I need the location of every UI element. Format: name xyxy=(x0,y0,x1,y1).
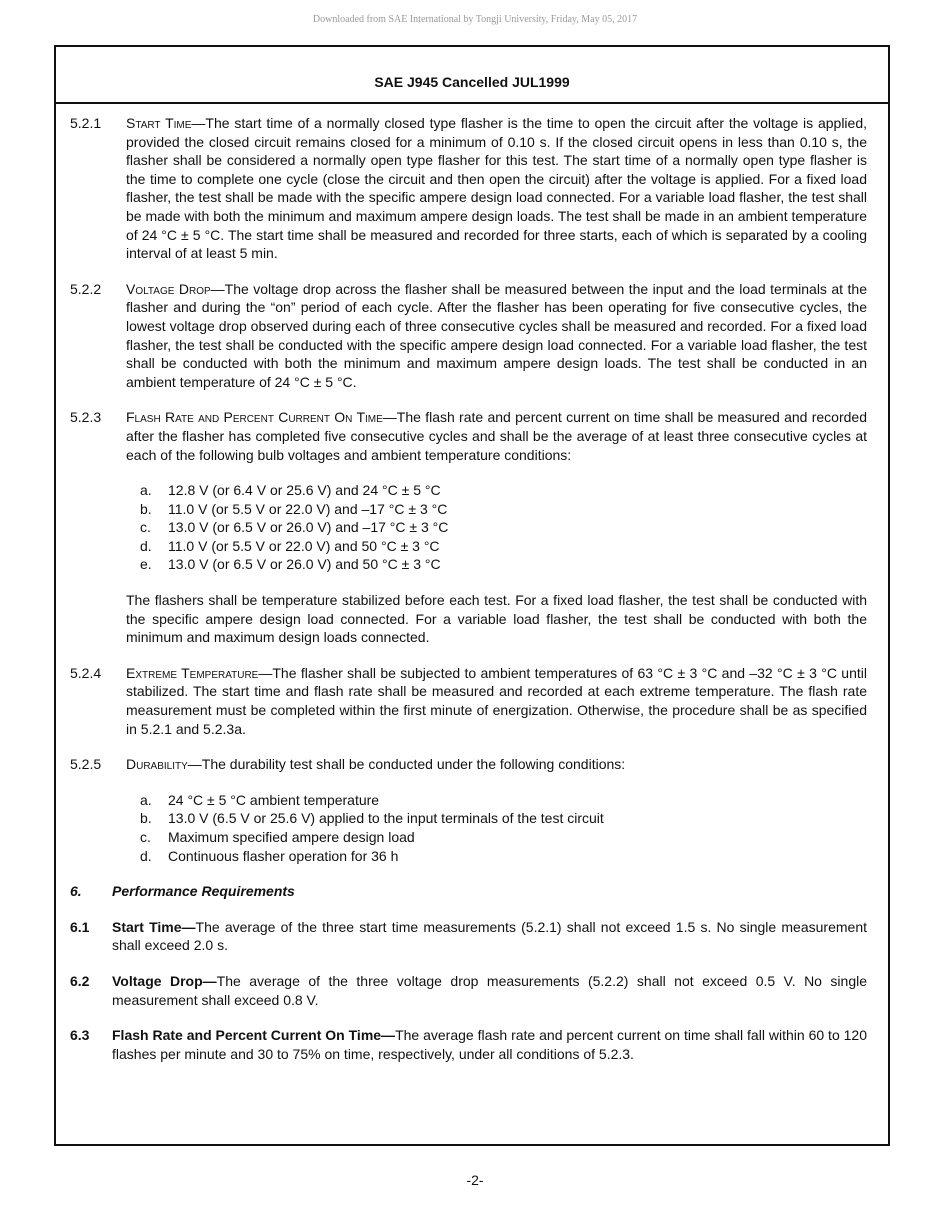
section-heading: Flash Rate and Percent Current On Time— xyxy=(112,1027,396,1044)
list-label: a. xyxy=(140,482,152,499)
list-item xyxy=(126,847,867,866)
section-heading: Performance Requirements xyxy=(112,883,295,900)
list-text: 13.0 V (6.5 V or 25.6 V) applied to the input terminals of the test circuit xyxy=(168,810,604,827)
section-content xyxy=(126,755,867,865)
section-heading: Start Time— xyxy=(112,918,196,935)
section-5-2-4 xyxy=(70,664,867,738)
section-content xyxy=(112,1026,867,1063)
list-item xyxy=(126,555,867,574)
list-text: 13.0 V (or 6.5 V or 26.0 V) and –17 °C ± 3 °C xyxy=(168,519,449,536)
section-text: —The start time of a normally closed type flasher is the time to open the circuit after the voltage is applied, provided the closed circuit remains closed for a minimum of 0.10 s. If the closed circuit opens in less than 0.10 s, the flasher shall be considered a normally open type flasher for this test. The start time of a normally open type flasher is the time to complete one cycle (close the circuit and then open the circuit) after the voltage is applied. For a fixed load flasher, the test shall be made with the specific ampere design load connected. For a variable load flasher, the test shall be made with both the minimum and maximum ampere design loads. The test shall be made in an ambient temperature of 24 °C ± 5 °C. The start time shall be measured and recorded for three starts, each of which is separated by a cooling interval of at least 5 min. xyxy=(126,115,867,262)
section-text-after: The flashers shall be temperature stabilized before each test. For a fixed load flasher, the test shall be conducted with the specific ampere design load connected. For a variable load flasher, the test shall be conducted with both the minimum and maximum design loads connected. xyxy=(126,592,867,646)
section-text: —The durability test shall be conducted under the following conditions: xyxy=(187,756,626,773)
section-content xyxy=(126,280,867,392)
section-number: 5.2.1 xyxy=(70,115,102,131)
section-number: 5.2.3 xyxy=(70,409,102,426)
list-item xyxy=(126,500,867,519)
section-5-2-3 xyxy=(70,408,867,647)
section-text: The average flash rate and percent current on time shall fall within 60 to 120 flashes per minute and 30 to 75% on time, respectively, under all conditions of 5.2.3. xyxy=(112,1027,867,1062)
list-item xyxy=(126,791,867,810)
section-text: —The flasher shall be subjected to ambient temperatures of 63 °C ± 3 °C and –32 °C ± 3 °C until stabilized. The start time and flash rate shall be measured and recorded at each extreme temperature. The flash rate measurement must be completed within the first minute of energization. Otherwise, the procedure shall be as specified in 5.2.1 and 5.2.3a. xyxy=(126,664,867,737)
section-5-2-2 xyxy=(70,280,867,392)
section-heading: Voltage Drop— xyxy=(112,972,217,989)
list-label: c. xyxy=(140,519,151,536)
list-item xyxy=(126,481,867,500)
section-heading: Start Time xyxy=(126,115,192,131)
section-6-3 xyxy=(70,1026,867,1063)
section-text: The average of the three voltage drop measurements (5.2.2) shall not exceed 0.5 V. No single measurement shall exceed 0.8 V. xyxy=(112,972,868,1008)
section-heading: Voltage Drop xyxy=(126,280,211,297)
document-title: SAE J945 Cancelled JUL1999 xyxy=(374,73,570,90)
page-frame xyxy=(54,45,890,1146)
list-item xyxy=(126,809,867,828)
section-5-2-5 xyxy=(70,755,867,865)
list-text: Maximum specified ampere design load xyxy=(168,829,415,845)
section-number: 6.2 xyxy=(70,972,90,989)
section-5-2-1 xyxy=(70,114,867,263)
section-number: 6.1 xyxy=(70,918,90,935)
section-content xyxy=(126,408,867,647)
list-label: b. xyxy=(140,500,152,517)
list-text: 13.0 V (or 6.5 V or 26.0 V) and 50 °C ± 3 °C xyxy=(168,556,441,573)
list-text: 11.0 V (or 5.5 V or 22.0 V) and 50 °C ± 3 °C xyxy=(168,537,440,554)
download-note: Downloaded from SAE International by Tongji University, Friday, May 05, 2017 xyxy=(312,14,638,25)
list-text: 11.0 V (or 5.5 V or 22.0 V) and –17 °C ± 3 °C xyxy=(168,500,448,517)
section-6-2 xyxy=(70,972,867,1009)
list-text: 12.8 V (or 6.4 V or 25.6 V) and 24 °C ± 5 °C xyxy=(168,482,441,499)
condition-list xyxy=(126,481,867,574)
list-text: 24 °C ± 5 °C ambient temperature xyxy=(168,791,380,808)
list-label: b. xyxy=(140,810,152,827)
page-number: -2- xyxy=(466,1172,484,1188)
section-text: The average of the three start time measurements (5.2.1) shall not exceed 1.5 s. No single measurement shall exceed 2.0 s. xyxy=(112,918,867,954)
list-item xyxy=(126,828,867,847)
header-band xyxy=(56,47,888,104)
list-label: d. xyxy=(140,537,152,554)
section-number: 6.3 xyxy=(70,1027,90,1044)
section-heading: Durability xyxy=(126,756,188,773)
list-item xyxy=(126,537,867,556)
section-number: 6. xyxy=(70,883,82,900)
document-body xyxy=(70,114,867,1080)
section-number: 5.2.5 xyxy=(70,756,102,773)
list-label: e. xyxy=(140,556,152,573)
section-content xyxy=(112,972,867,1009)
section-text: —The voltage drop across the flasher shall be measured between the input and the load terminals at the flasher and during the “on” period of each cycle. After the flasher has been operating for five consecutive cycles, the lowest voltage drop observed during each of three consecutive cycles shall be measured and recorded. For a fixed load flasher, the test shall be conducted with the specific ampere design load connected. For a variable load flasher, the test shall be conducted with both the minimum and maximum ampere design loads. The test shall be conducted in an ambient temperature of 24 °C ± 5 °C. xyxy=(126,280,867,390)
list-text: Continuous flasher operation for 36 h xyxy=(168,847,399,864)
list-label: c. xyxy=(140,829,151,845)
list-label: d. xyxy=(140,847,152,864)
list-label: a. xyxy=(140,791,152,808)
section-text: —The flash rate and percent current on time shall be measured and recorded after the flasher has completed five consecutive cycles and shall be the average of at least three consecutive cycles at each of the following bulb voltages and ambient temperature conditions: xyxy=(126,409,867,463)
section-6 xyxy=(70,882,867,901)
section-heading: Flash Rate and Percent Current On Time xyxy=(126,409,383,426)
section-content xyxy=(126,114,867,263)
section-number: 5.2.2 xyxy=(70,280,102,297)
list-item xyxy=(126,518,867,537)
section-6-1 xyxy=(70,918,867,955)
section-number: 5.2.4 xyxy=(70,664,102,681)
section-content xyxy=(126,664,867,738)
section-heading: Extreme Temperature xyxy=(126,664,259,681)
section-content xyxy=(112,918,867,955)
condition-list xyxy=(126,791,867,865)
